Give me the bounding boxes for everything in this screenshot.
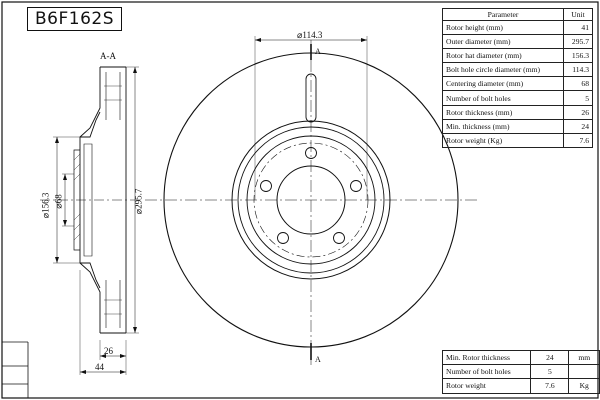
table-row: [443, 379, 600, 393]
table-row: [443, 21, 593, 35]
parameters-table: [442, 8, 593, 148]
summary-unit: mm: [569, 351, 600, 365]
section-mark-bottom: A: [315, 355, 321, 364]
summary-table: [442, 350, 600, 394]
table-row: [443, 77, 593, 91]
frame-corner-lines: [2, 342, 28, 398]
param-value: 7.6: [564, 133, 593, 147]
table-row: [443, 35, 593, 49]
section-mark-top: A: [315, 47, 321, 56]
summary-unit: [569, 365, 600, 379]
param-value: 156.3: [564, 49, 593, 63]
section-dim-arrows: [55, 67, 137, 374]
part-number-title: B6F162S: [27, 7, 122, 31]
summary-unit: Kg: [569, 379, 600, 393]
table-row: [443, 351, 600, 365]
section-label: A-A: [100, 51, 116, 61]
summary-value: 5: [531, 365, 569, 379]
summary-label: Min. Rotor thickness: [443, 351, 531, 365]
param-label: Outer diameter (mm): [443, 35, 564, 49]
summary-label: Number of bolt holes: [443, 365, 531, 379]
table-row: [443, 91, 593, 105]
front-view: [145, 36, 477, 365]
dim-bolt-circle: ⌀114.3: [297, 30, 323, 40]
section-view: [40, 67, 140, 375]
bolt-hole: [278, 233, 289, 244]
dim-outer-diameter: ⌀295.7: [133, 188, 144, 215]
table-row: [443, 49, 593, 63]
bolt-hole: [334, 233, 345, 244]
param-value: 295.7: [564, 35, 593, 49]
unit-header: Unit: [564, 9, 593, 21]
table-row: [443, 133, 593, 147]
table-row: [443, 105, 593, 119]
param-value: 114.3: [564, 63, 593, 77]
bolt-hole: [261, 181, 272, 192]
dim-center-diameter: ⌀68: [53, 194, 64, 209]
summary-value: 24: [531, 351, 569, 365]
param-value: 24: [564, 119, 593, 133]
summary-value: 7.6: [531, 379, 569, 393]
dim-hat-diameter: ⌀156.3: [40, 192, 51, 219]
table-row: [443, 63, 593, 77]
param-value: 41: [564, 21, 593, 35]
param-label: Min. thickness (mm): [443, 119, 564, 133]
param-label: Number of bolt holes: [443, 91, 564, 105]
param-label: Bolt hole circle diameter (mm): [443, 63, 564, 77]
parameters-header-row: [443, 9, 593, 21]
param-label: Rotor hat diameter (mm): [443, 49, 564, 63]
param-label: Rotor weight (Kg): [443, 133, 564, 147]
parameter-header: Parameter: [443, 9, 564, 21]
dim-rotor-height: 44: [95, 362, 104, 372]
param-value: 68: [564, 77, 593, 91]
param-label: Rotor height (mm): [443, 21, 564, 35]
table-row: [443, 119, 593, 133]
dim-rotor-thickness: 26: [104, 346, 113, 356]
param-value: 26: [564, 105, 593, 119]
bolt-hole: [351, 181, 362, 192]
param-label: Rotor thickness (mm): [443, 105, 564, 119]
table-row: [443, 365, 600, 379]
param-label: Centering diameter (mm): [443, 77, 564, 91]
param-value: 5: [564, 91, 593, 105]
summary-label: Rotor weight: [443, 379, 531, 393]
